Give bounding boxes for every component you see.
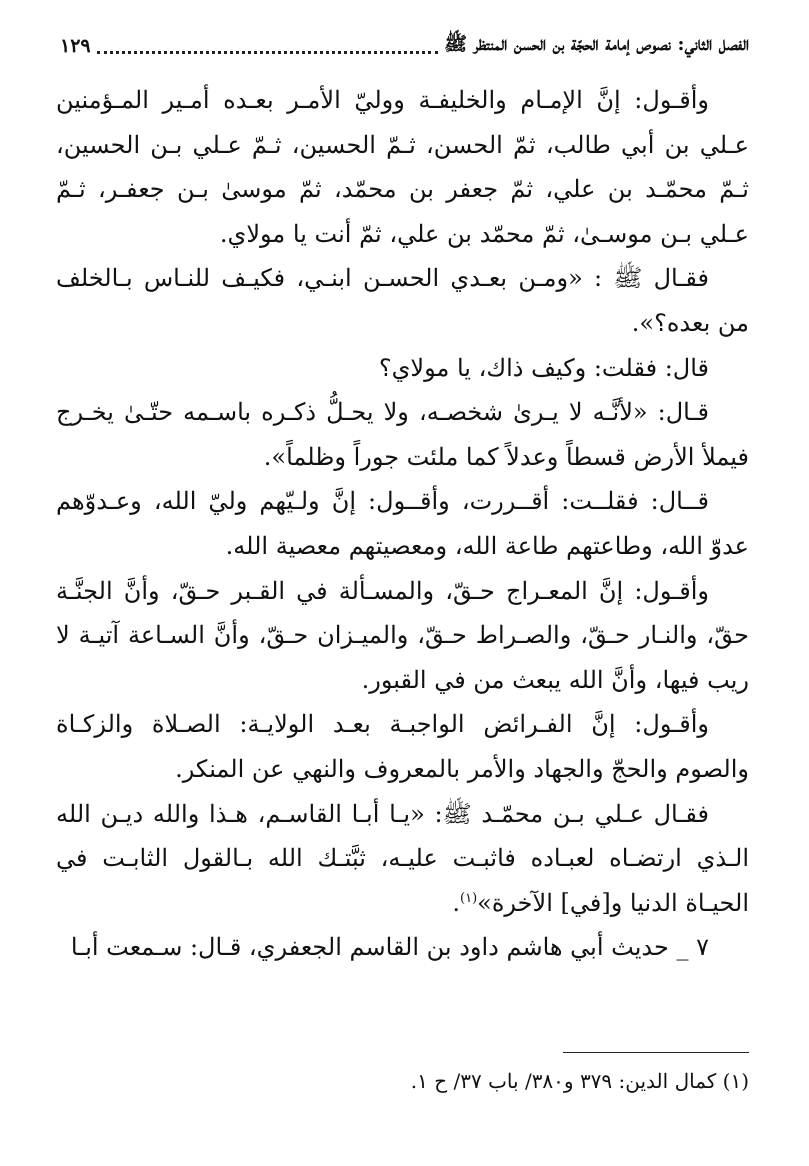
- paragraph-8-text: فقـال عـلي بـن محمّـد ﷺ: «يـا أبـا القاسـم، هـذا والله ديـن الله الـذي ارتضـاه لعبـاده فاثبـت عليـه، ثبَّتـك الله بـالقول الثابـت في الحيـاة الدنيا و[في] الآخرة»: [56, 799, 749, 917]
- footnote-reference[interactable]: (١): [460, 890, 478, 906]
- footnote-separator: [563, 1052, 749, 1053]
- paragraph-8-period: .: [452, 888, 461, 917]
- footnote: (١) كمال الدين: ٣٧٩ و٣٨٠/ باب ٣٧/ ح ١.: [410, 1069, 749, 1093]
- paragraph-5: قــال: فقلــت: أقــررت، وأقــول: إنَّ ولـيّهم وليّ الله، وعـدوّهم عدوّ الله، وطاعتهم طاعة الله، ومعصيتهم معصية الله.: [56, 487, 749, 560]
- paragraph-3: قال: فقلت: وكيف ذاك، يا مولاي؟: [378, 353, 709, 382]
- paragraph-2: فقـال ﷺ : «ومـن بعـدي الحسـن ابنـي، فكيـف للنـاس بـالخلف من بعده؟».: [56, 264, 749, 337]
- running-header: [60, 30, 749, 62]
- main-text: [56, 78, 749, 970]
- paragraph-6: وأقـول: إنَّ المعـراج حـقّ، والمسـألة في القـبر حـقّ، وأنَّ الجنَّـة حقّ، والنـار حـقّ، والصـراط حـقّ، والميـزان حـقّ، وأنَّ السـاعة آتيـة لا ريب فيها، وأنَّ الله يبعث من في القبور.: [56, 576, 749, 694]
- paragraph-7: وأقـول: إنَّ الفـرائض الواجبـة بعـد الولايـة: الصـلاة والزكـاة والصوم والحجّ والجهاد والأمر بالمعروف والنهي عن المنكر.: [56, 710, 749, 783]
- page-number: ١٢٩: [60, 35, 91, 57]
- header-leader-dots: [97, 51, 438, 54]
- chapter-title: الفصل الثاني: نصوص إمامة الحجّة بن الحسن المنتظر ﷺ: [444, 33, 749, 55]
- paragraph-8: [56, 792, 749, 926]
- paragraph-9: ٧ _ حديث أبي هاشم داود بن القاسم الجعفري، قـال: سـمعت أبـا: [70, 933, 709, 962]
- paragraph-4: قـال: «لأنَّـه لا يـرىٰ شخصـه، ولا يحـلُّ ذكـره باسـمه حتّـىٰ يخـرج فيملأ الأرض قسطاً وعدلاً كما ملئت جوراً وظلماً».: [56, 398, 749, 471]
- paragraph-1: وأقـول: إنَّ الإمـام والخليفـة ووليّ الأمـر بعـده أمـير المـؤمنين عـلي بن أبي طالب، ثمّ الحسن، ثـمّ الحسين، ثـمّ عـلي بـن الحسين، ثـمّ محمّـد بن علي، ثمّ جعفر بن محمّد، ثمّ موسىٰ بـن جعفـر، ثـمّ عـلي بـن موسـىٰ، ثمّ محمّد بن علي، ثمّ أنت يا مولاي.: [56, 86, 749, 248]
